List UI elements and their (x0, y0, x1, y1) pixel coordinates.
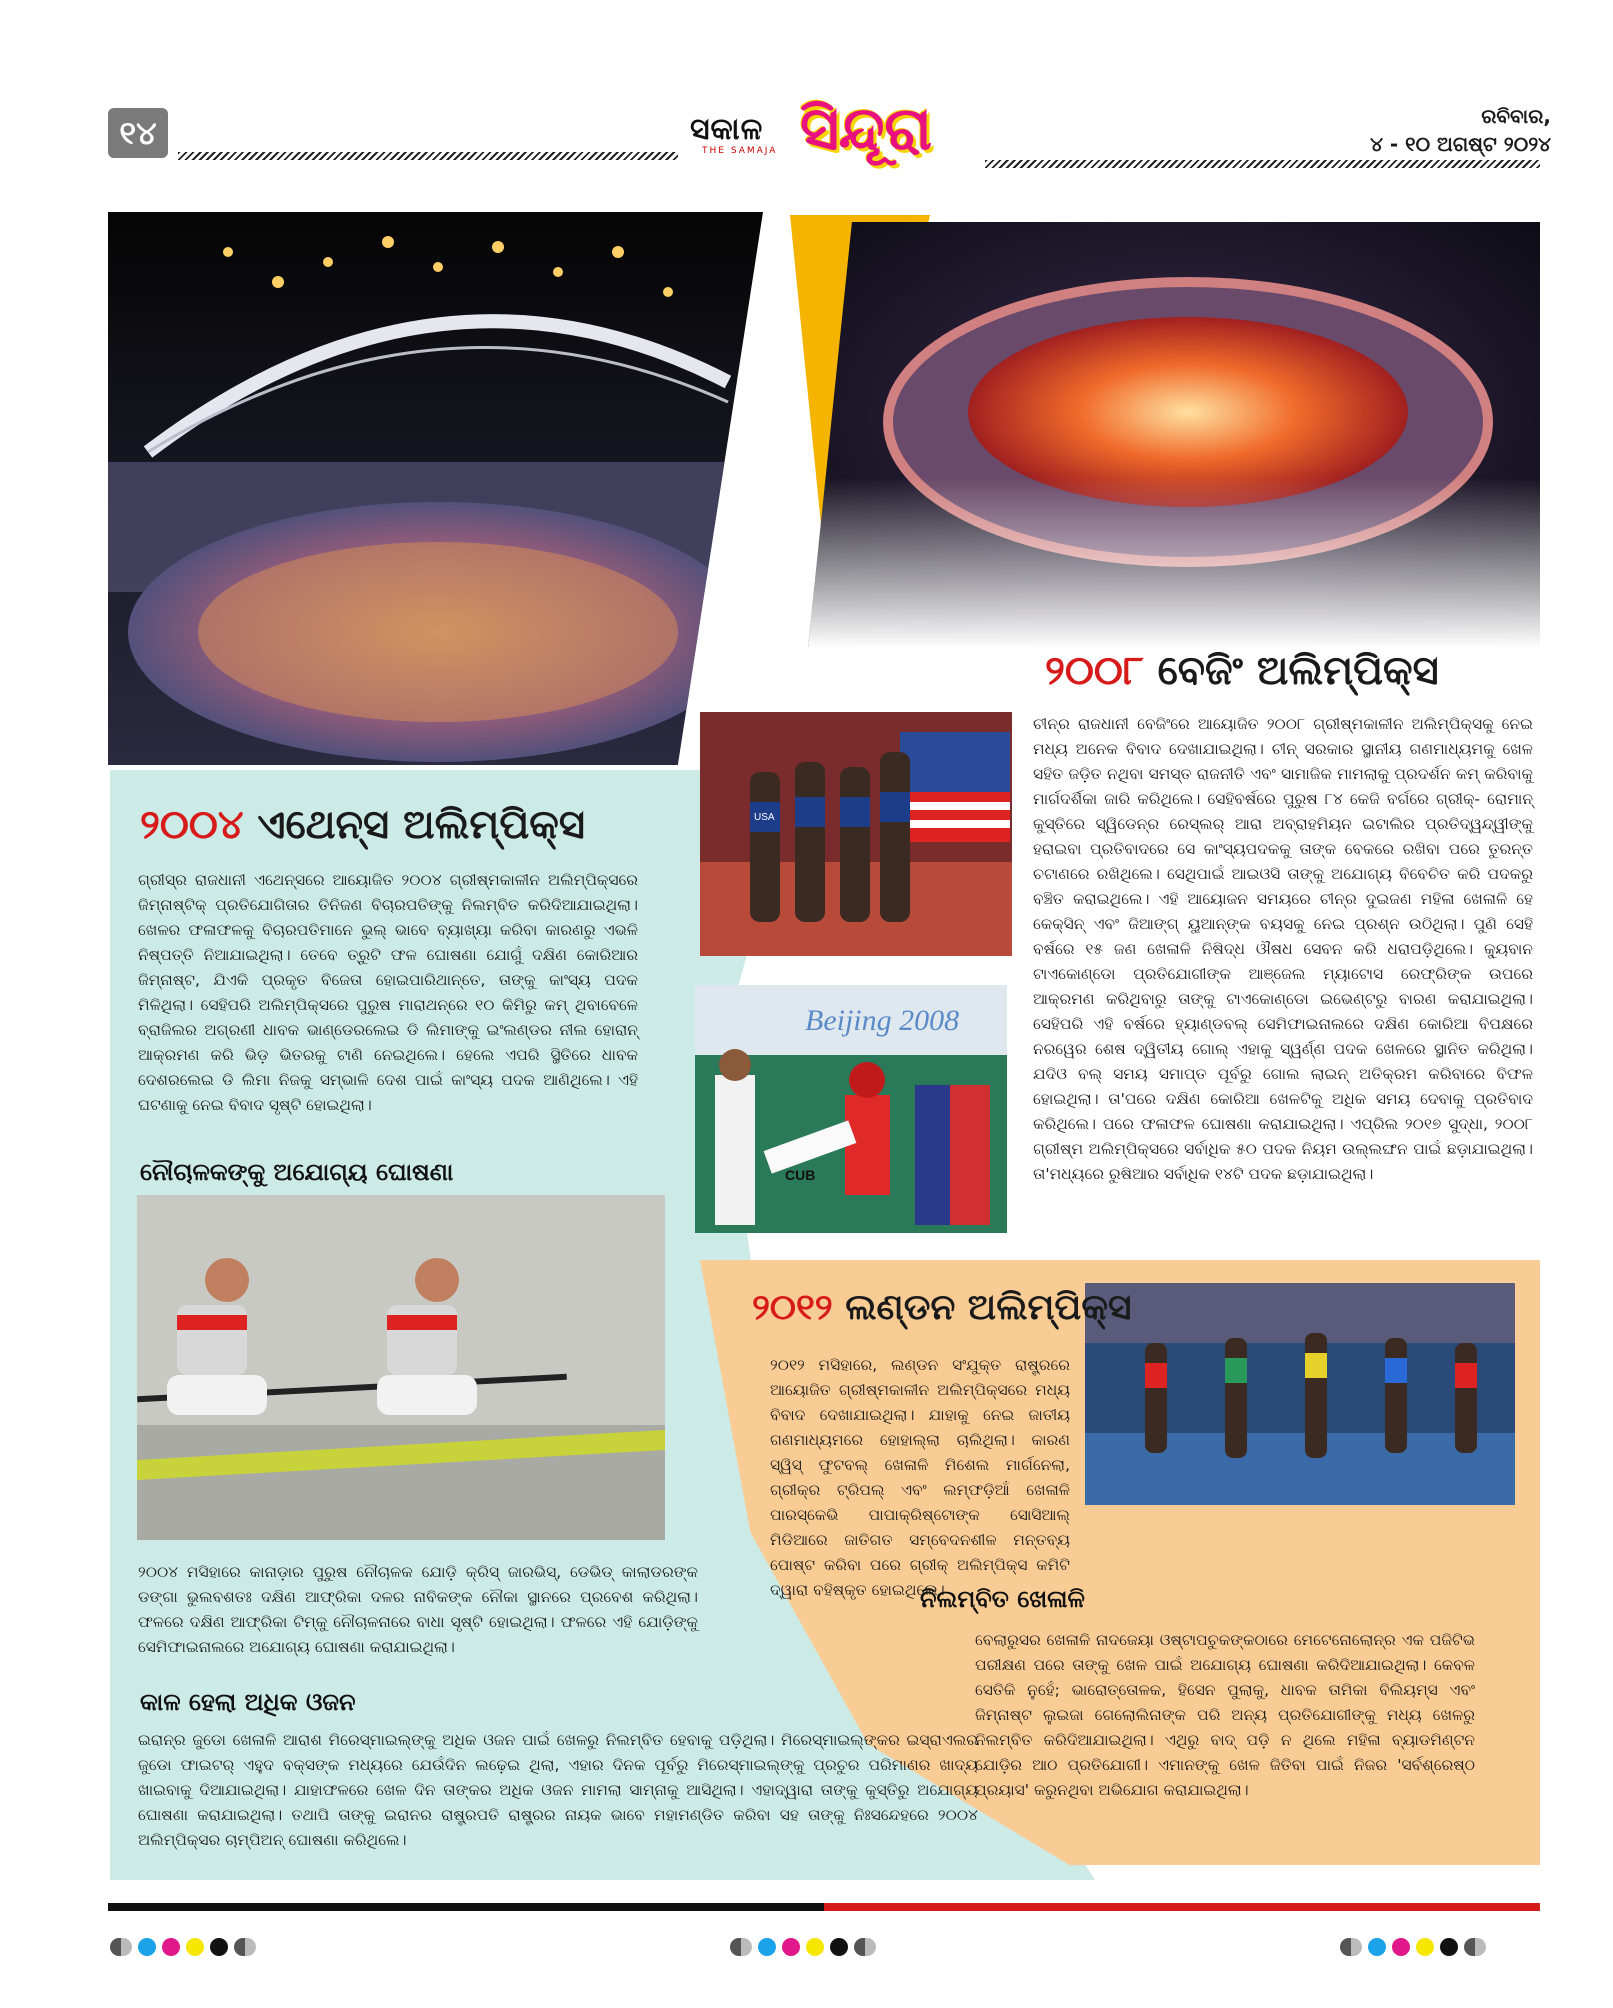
issue-day: ରବିବାର, (1481, 104, 1551, 128)
beijing-banner: Beijing 2008 (805, 1004, 960, 1037)
runners-photo (1085, 1283, 1515, 1505)
registration-marks-center (730, 1938, 876, 1956)
suspended-body: ବେଲାରୁସର ଖେଳାଳି ନାଦଜେୟା ଓଷ୍ଟାପଚୁକଙ୍କଠାରେ ମେଟେନୋଲୋନ୍‌ର ଏକ ପଜିଟିଭ ପରୀକ୍ଷଣ ପରେ ତାଙ୍କୁ ଖେଳ ପାଇଁ ଅଯୋଗ୍ୟ ଘୋଷଣା କରିଦିଆଯାଇଥିଲା। କେବଳ ସେତିକି ନୁହେଁ; ଭାରୋତ୍ତୋଳକ, ହିସେନ ପୁଲାକୁ, ଧାବକ ତାମିକା ବିଲିୟମ୍ସ ଏବଂ ଜିମ୍ନାଷ୍ଟ ଲୁଇଜା ଗେଲୋଲିନାଙ୍କ ପରି ଅନ୍ୟ ପ୍ରତିଯୋଗୀଙ୍କୁ ମଧ୍ୟ ଖେଳରୁ ନିଲମ୍ବିତ କରିଦିଆଯାଇଥିଲା। ଏଥିରୁ ବାଦ୍ ପଡ଼ି ନ ଥିଲେ ମହିଳା ବ୍ୟାଡମିଣ୍ଟନ ଯୋଡ଼ିର ଆଠ ପ୍ରତିଯୋଗୀ। ଏମାନଙ୍କୁ ଖେଳ ଜିତିବା ପାଇଁ ନିଜର 'ସର୍ବଶ୍ରେଷ୍ଠ ପ୍ରୟାସ' କରୁନଥିବା ଅଭିଯୋଗ କରାଯାଇଥିଲା। (975, 1631, 1475, 1799)
cub-label: CUB (785, 1167, 816, 1183)
usa-label: USA (754, 812, 775, 823)
relay-team-photo (700, 712, 1012, 956)
rowing-subheading: ନୌଚାଳକଙ୍କୁ ଅଯୋଗ୍ୟ ଘୋଷଣା (140, 1158, 454, 1186)
athens-body: ଗ୍ରୀସ୍‌ର ରାଜଧାନୀ ଏଥେନ୍ସରେ ଆୟୋଜିତ ୨୦୦୪ ଗ୍ରୀଷ୍ମକାଳୀନ ଅଲିମ୍ପିକ୍ସରେ ଜିମ୍‌ନାଷ୍ଟିକ୍ ପ୍ରତିଯୋଗିତାର ତିନିଜଣ ବିଚାରପତିଙ୍କୁ ନିଲମ୍ବିତ କରିଦିଆଯାଇଥିଲା। ଖେଳର ଫଳାଫଳକୁ ବିଚାରପତିମାନେ ଭୁଲ୍ ଭାବେ ବ୍ୟାଖ୍ୟା କରିବା କାରଣରୁ ଏଭଳି ନିଷ୍ପତ୍ତି ନିଆଯାଇଥିଲା। ତେବେ ତ୍ରୁଟି ଫଳ ଘୋଷଣା ଯୋଗୁଁ ଦକ୍ଷିଣ କୋରିଆର ଜିମ୍‌ନାଷ୍ଟ, ଯିଏକି ପ୍ରକୃତ ବିଜେତା ହୋଇପାରିଥାନ୍ତେ, ତାଙ୍କୁ କାଂସ୍ୟ ପଦକ ମିଳିଥିଲା। ସେହିପରି ଅଲିମ୍ପିକ୍ସରେ ପୁରୁଷ ମାରାଥନ୍‌ରେ ୧୦ କିମିରୁ କମ୍ ଥିବାବେଳେ ବ୍ରାଜିଲର ଅଗ୍ରଣୀ ଧାବକ ଭାଣ୍ଡେରଲେଇ ଡି ଲିମାଙ୍କୁ ଇଂଲଣ୍ଡର ନୀଲ ହୋରାନ୍ ଆକ୍ରମଣ କରି ଭିଡ଼ ଭିତରକୁ ଟାଣି ନେଇଥିଲେ। ହେଲେ ଏପରି ସ୍ଥିତିରେ ଧାବକ ଦେଶରଲେଇ ଡି ଲିମା ନିଜକୁ ସମ୍ଭାଳି ଦେଶ ପାଇଁ କାଂସ୍ୟ ପଦକ ଆଣିଥିଲେ। ଏହି ଘଟଣାକୁ ନେଇ ବିବାଦ ସୃଷ୍ଟି ହୋଇଥିଲା। (138, 871, 638, 1114)
beijing-headline (1045, 648, 1439, 694)
london-year: ୨୦୧୨ (752, 1287, 833, 1328)
rowing-photo (137, 1195, 665, 1540)
athens-year: ୨୦୦୪ (140, 802, 244, 848)
london-headline (752, 1287, 1131, 1329)
taekwondo-photo (695, 985, 1007, 1233)
footer-bar (108, 1903, 1540, 1911)
header-rule-right (985, 160, 1540, 168)
beijing-stadium-photo (808, 222, 1540, 648)
header-rule-left (178, 152, 678, 160)
suspended-subheading: ନିଲମ୍ବିତ ଖେଳାଳି (920, 1585, 1085, 1613)
sindura-logo: ସିନ୍ଦୂରା (800, 94, 933, 164)
weight-body: ଇରାନ୍‌ର ଜୁଡୋ ଖେଳାଳି ଆରାଶ ମିରେସ୍‌ମାଇଲ୍‌ଙ୍କୁ ଅଧିକ ଓଜନ ପାଇଁ ଖେଳରୁ ନିଲମ୍ବିତ ହେବାକୁ ପଡ଼ିଥିଲା। ମିରେସ୍‌ମାଇଲ୍‌ଙ୍କର ଇସ୍ରାଏଲର ଜୁଡୋ ଫାଇଟର୍ ଏହୁଦ ବକ୍ସଙ୍କ ମଧ୍ୟରେ ଯେଉଁଦିନ ଲଢ଼େଇ ଥିଲା, ଏହାର ଦିନକ ପୂର୍ବରୁ ମିରେସ୍‌ମାଇଲ୍‌ଙ୍କୁ ପ୍ରଚୁର ପରିମାଣର ଖାଦ୍ୟ ଖାଇବାକୁ ଦିଆଯାଇଥିଲା। ଯାହାଫଳରେ ଖେଳ ଦିନ ତାଙ୍କର ଅଧିକ ଓଜନ ମାମଲା ସାମ୍ନାକୁ ଆସିଥିଲା। ଏହାଦ୍ୱାରା ତାଙ୍କୁ କୁସ୍ତିରୁ ଅଯୋଗ୍ୟ ଘୋଷଣା କରାଯାଇଥିଲା। ତଥାପି ତାଙ୍କୁ ଇରାନର ରାଷ୍ଟ୍ରପତି ରାଷ୍ଟ୍ରର ନାୟକ ଭାବେ ମହାମଣ୍ଡିତ କରିବା ସହ ତାଙ୍କୁ ନିଃସନ୍ଦେହରେ ୨୦୦୪ ଅଲିମ୍ପିକ୍ସର ଚାମ୍ପିଅନ୍ ଘୋଷଣା କରିଥିଲେ। (138, 1731, 978, 1849)
athens-stadium-photo (108, 212, 763, 765)
issue-date-range: ୪ - ୧୦ ଅଗଷ୍ଟ ୨୦୨୪ (1370, 132, 1551, 156)
registration-marks-left (110, 1938, 256, 1956)
athens-title: ଏଥେନ୍ସ ଅଲିମ୍ପିକ୍ସ (257, 802, 585, 848)
beijing-year: ୨୦୦୮ (1045, 648, 1144, 694)
sakala-logo: ସକାଳ (690, 112, 764, 147)
rowing-body: ୨୦୦୪ ମସିହାରେ କାନାଡ଼ାର ପୁରୁଷ ନୌଚାଳକ ଯୋଡ଼ି କ୍ରିସ୍ ଜାରଭିସ୍, ଡେଭିଡ୍ କାଲାଡରଙ୍କ ଡଙ୍ଗା ଭୁଲବଶତଃ ଦକ୍ଷିଣ ଆଫ୍ରିକା ଦଳର ନାବିକଙ୍କ ନୌକା ସ୍ଥାନରେ ପ୍ରବେଶ କରିଥିଲା। ଫଳରେ ଦକ୍ଷିଣ ଆଫ୍ରିକା ଟିମ୍‌କୁ ନୌଚାଳନାରେ ବାଧା ସୃଷ୍ଟି ହୋଇଥିଲା। ଫଳରେ ଏହି ଯୋଡ଼ିଙ୍କୁ ସେମିଫାଇନାଲରେ ଅଯୋଗ୍ୟ ଘୋଷଣା କରାଯାଇଥିଲା। (138, 1563, 698, 1656)
page-number: ୧୪ (108, 108, 168, 158)
beijing-body: ଚୀନ୍‌ର ରାଜଧାନୀ ବେଜିଂରେ ଆୟୋଜିତ ୨୦୦୮ ଗ୍ରୀଷ୍ମକାଳୀନ ଅଲିମ୍ପିକ୍ସକୁ ନେଇ ମଧ୍ୟ ଅନେକ ବିବାଦ ଦେଖାଯାଇଥିଲା। ଚୀନ୍ ସରକାର ସ୍ଥାନୀୟ ଗଣମାଧ୍ୟମକୁ ଖେଳ ସହିତ ଜଡ଼ିତ ନଥିବା ସମସ୍ତ ରାଜନୀତି ଏବଂ ସାମାଜିକ ମାମଲାକୁ ପ୍ରଦର୍ଶନ କମ୍ କରିବାକୁ ମାର୍ଗଦର୍ଶିକା ଜାରି କରିଥିଲେ। ସେହିବର୍ଷରେ ପୁରୁଷ ୮୪ କେଜି ବର୍ଗରେ ଗ୍ରୀକ୍- ରୋମାନ୍ କୁସ୍ତିରେ ସ୍ୱିଡେନ୍‌ର ରେସ୍‌ଲର୍ ଆରା ଅବ୍ରାହମିୟନ ଇଟାଲିର ପ୍ରତିଦ୍ୱନ୍ଦ୍ୱୀଙ୍କୁ ହରାଇବା ପ୍ରତିବାଦରେ ସେ କାଂସ୍ୟପଦକକୁ ତାଙ୍କ ବେକରେ ରଖିବା ପରେ ତୁରନ୍ତ ଚଟାଣରେ ରଖିଥିଲେ। ସେଥିପାଇଁ ଆଇଓସି ତାଙ୍କୁ ଅଯୋଗ୍ୟ ବିବେଚିତ କରି ପଦକରୁ ବଞ୍ଚିତ କରାଇଥିଲେ। ଏହି ଆୟୋଜନ ସମୟରେ ଚୀନ୍‌ର ଦୁଇଜଣ ମହିଳା ଖେଳାଳି ହେ କେକ୍ସିନ୍ ଏବଂ ଜିଆଙ୍ଗ୍ ୟୁଆନ୍‌ଙ୍କ ବୟସକୁ ନେଇ ପ୍ରଶ୍ନ ଉଠିଥିଲା। ପୁଣି ସେହି ବର୍ଷରେ ୧୫ ଜଣ ଖେଳାଳି ନିଷିଦ୍ଧ ଔଷଧ ସେବନ କରି ଧରାପଡ଼ିଥିଲେ। କ୍ୟୁବାନ ଟାଏକୋଣ୍ଡୋ ପ୍ରତିଯୋଗୀଙ୍କ ଆଞ୍ଜେଲ ମ୍ୟାଟୋସ ରେଫ୍‌ରିଙ୍କ ଉପରେ ଆକ୍ରମଣ କରିଥିବାରୁ ତାଙ୍କୁ ଟାଏକୋଣ୍ଡୋ ଇଭେଣ୍ଟରୁ ବାରଣ କରାଯାଇଥିଲା। ସେହିପରି ଏହି ବର୍ଷରେ ହ୍ୟାଣ୍ଡବଲ୍ ସେମିଫାଇନାଲରେ ଦକ୍ଷିଣ କୋରିଆ ବିପକ୍ଷରେ ନରୱେର ଶେଷ ଦ୍ୱିତୀୟ ଗୋଲ୍ ଏହାକୁ ସ୍ୱର୍ଣ୍ଣ ପଦକ ଖେଳରେ ସ୍ଥାନିତ କରିଥିଲା। ଯଦିଓ ବଲ୍ ସମୟ ସମାପ୍ତ ପୂର୍ବରୁ ଗୋଲ ଲାଇନ୍ ଅତିକ୍ରମ କରିବାରେ ବିଫଳ ହୋଇଥିଲା। ତା'ପରେ ଦକ୍ଷିଣ କୋରିଆ ଖେଳଟିକୁ ଅଧିକ ସମୟ ଦେବାକୁ ପ୍ରତିବାଦ କରିଥିଲେ। ପରେ ଫଳାଫଳ ଘୋଷଣା କରାଯାଇଥିଲା। ଏପ୍ରିଲ ୨୦୧୭ ସୁଦ୍ଧା, ୨୦୦୮ ଗ୍ରୀଷ୍ମ ଅଲିମ୍ପିକ୍ସରେ ସର୍ବାଧିକ ୫୦ ପଦକ ନିୟମ ଉଲ୍ଲଙ୍ଘନ ପାଇଁ ଛଡ଼ାଯାଇଥିଲା। ତା'ମଧ୍ୟରେ ରୁଷିଆର ସର୍ବାଧିକ ୧୪ଟି ପଦକ ଛଡ଼ାଯାଇଥିଲା। (1033, 715, 1533, 1183)
weight-subheading: କାଳ ହେଲା ଅଧିକ ଓଜନ (140, 1688, 356, 1716)
athens-headline (140, 802, 585, 848)
registration-marks-right (1340, 1938, 1486, 1956)
sakala-logo-sub: THE SAMAJA (702, 146, 778, 156)
beijing-title: ବେଜିଂ ଅଲିମ୍ପିକ୍ସ (1157, 648, 1439, 694)
london-title: ଲଣ୍ଡନ ଅଲିମ୍ପିକ୍ସ (845, 1287, 1132, 1328)
london-body: ୨୦୧୨ ମସିହାରେ, ଲଣ୍ଡନ ସଂଯୁକ୍ତ ରାଷ୍ଟ୍ରରେ ଆୟୋଜିତ ଗ୍ରୀଷ୍ମକାଳୀନ ଅଲିମ୍ପିକ୍ସରେ ମଧ୍ୟ ବିବାଦ ଦେଖାଯାଇଥିଲା। ଯାହାକୁ ନେଇ ଜାତୀୟ ଗଣମାଧ୍ୟମରେ ହୋହାଲ୍ଲା ଚାଲିଥିଲା। କାରଣ ସ୍ୱିସ୍ ଫୁଟବଲ୍ ଖେଳାଳି ମିଶେଲ ମାର୍ଗନେଲା, ଗ୍ରୀକ୍‌ର ଟ୍ରିପଲ୍ ଏବଂ ଲମ୍ଫଡ଼ିଆଁ ଖେଳାଳି ପାରସ୍କେଭି ପାପାକ୍ରିଷ୍ଟୋଙ୍କ ସୋସିଆଲ୍ ମିଡିଆରେ ଜାତିଗତ ସମ୍ବେଦନଶୀଳ ମନ୍ତବ୍ୟ ପୋଷ୍ଟ କରିବା ପରେ ଗ୍ରୀକ୍ ଅଲିମ୍ପିକ୍ସ କମିଟି ଦ୍ୱାରା ବହିଷ୍କୃତ ହୋଇଥିଲେ। (770, 1356, 1070, 1599)
